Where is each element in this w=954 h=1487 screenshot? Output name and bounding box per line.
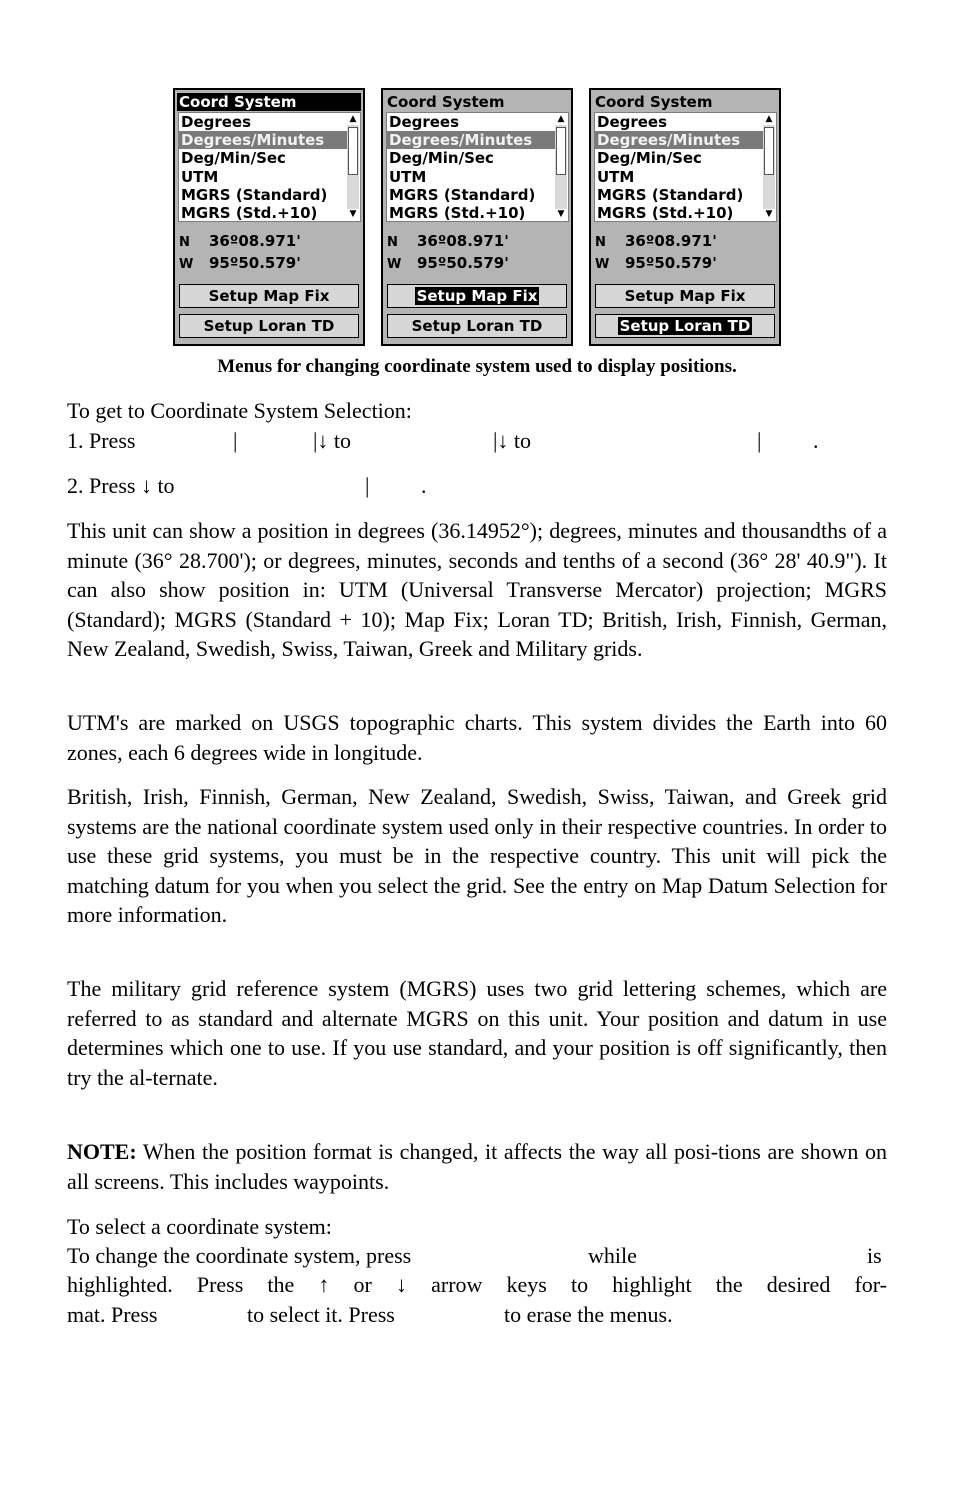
step-2-separator: | <box>365 473 370 498</box>
scroll-up-icon[interactable]: ▲ <box>347 114 359 125</box>
select-line-3 <box>67 1300 887 1330</box>
scrollbar[interactable] <box>347 114 359 220</box>
menu-title: Coord System <box>387 93 505 111</box>
scroll-up-icon[interactable]: ▲ <box>763 114 775 125</box>
steps-intro: To get to Coordinate System Selection: <box>67 398 412 423</box>
select-line-3-part: to erase the menus. <box>504 1302 673 1327</box>
select-line-1-part: is <box>867 1243 882 1268</box>
scrollbar[interactable] <box>763 114 775 220</box>
step-1-end: . <box>813 428 819 453</box>
paragraph-national-grids: British, Irish, Finnish, German, New Zealand, Swedish, Swiss, Taiwan, and Greek grid systems are the national coordinate system used only in their respective countries. In order to use these grid systems, you must be in the respective country. This unit will pick the matching datum for you when you select the grid. See the entry on Map Datum Selection for more information. <box>67 784 887 928</box>
list-item-selected[interactable]: Degrees/Minutes <box>179 131 347 149</box>
scroll-thumb[interactable] <box>556 127 566 175</box>
paragraph-coordinate-formats: This unit can show a position in degrees (36.14952°); degrees, minutes and thousandths of a minute (36° 28.700'); or degrees, minutes, seconds and tenths of a second (36° 28' 40.9"). It can also show position in: UTM (Universal Transverse Mercator) projection; MGRS (Standard); MGRS (Standard + 10); Map Fix; Loran TD; British, Irish, Finnish, German, New Zealand, Swedish, Swiss, Taiwan, Greek and Military grids. <box>67 518 887 662</box>
coord-system-menu-3 <box>589 88 781 346</box>
setup-map-fix-button[interactable]: Setup Map Fix <box>179 284 359 308</box>
select-line-1 <box>67 1241 887 1271</box>
list-item[interactable]: UTM <box>181 167 219 186</box>
scrollbar[interactable] <box>555 114 567 220</box>
step-2 <box>67 471 887 501</box>
figure-caption: Menus for changing coordinate system used to display positions. <box>217 356 737 377</box>
step-1-part: |↓ to <box>313 428 352 453</box>
coord-system-list[interactable] <box>178 112 361 222</box>
list-item-selected[interactable]: Degrees/Minutes <box>387 131 555 149</box>
setup-loran-td-button[interactable]: Setup Loran TD <box>387 314 567 338</box>
list-item[interactable]: Deg/Min/Sec <box>597 149 702 168</box>
step-2-part: 2. Press ↓ to <box>67 473 175 498</box>
list-item[interactable]: Deg/Min/Sec <box>389 149 494 168</box>
coord-system-menu-1 <box>173 88 365 346</box>
longitude-readout: W 95º50.579' <box>595 254 717 272</box>
list-item[interactable]: Degrees <box>597 113 668 131</box>
scroll-down-icon[interactable]: ▼ <box>555 209 567 220</box>
latitude-readout: N 36º08.971' <box>595 232 717 250</box>
step-1-part: |↓ to <box>493 428 532 453</box>
scroll-up-icon[interactable]: ▲ <box>555 114 567 125</box>
coord-system-list[interactable] <box>386 112 569 222</box>
select-line-1-part: while <box>588 1243 637 1268</box>
select-line-3-part: to select it. Press <box>247 1302 395 1327</box>
setup-loran-td-button[interactable]: Setup Loran TD <box>179 314 359 338</box>
scroll-down-icon[interactable]: ▼ <box>763 209 775 220</box>
scroll-down-icon[interactable]: ▼ <box>347 209 359 220</box>
step-1 <box>67 426 887 456</box>
menu-title: Coord System <box>595 93 713 111</box>
list-item[interactable]: UTM <box>389 167 427 186</box>
list-item[interactable]: MGRS (Standard) <box>181 185 328 204</box>
paragraph-note <box>67 1137 887 1196</box>
list-item[interactable]: Degrees <box>181 113 252 131</box>
select-line-2: highlighted. Press the ↑ or ↓ arrow keys to highlight the desired for- <box>67 1272 887 1297</box>
step-1-separator: | <box>233 428 238 453</box>
step-1-separator: | <box>757 428 762 453</box>
list-item-selected[interactable]: Degrees/Minutes <box>595 131 763 149</box>
list-item[interactable]: Deg/Min/Sec <box>181 149 286 168</box>
list-item[interactable]: Degrees <box>389 113 460 131</box>
setup-map-fix-button[interactable]: Setup Map Fix <box>595 284 775 308</box>
longitude-readout: W 95º50.579' <box>179 254 301 272</box>
list-item[interactable]: MGRS (Std.+10) <box>389 203 526 222</box>
latitude-readout: N 36º08.971' <box>387 232 509 250</box>
list-item[interactable]: MGRS (Standard) <box>389 185 536 204</box>
note-text: When the position format is changed, it affects the way all posi-tions are shown on all screens. This includes waypoints. <box>67 1139 887 1194</box>
list-item[interactable]: UTM <box>597 167 635 186</box>
paragraph-mgrs: The military grid reference system (MGRS) uses two grid lettering schemes, which are referred to as standard and alternate MGRS on this unit. Your position and datum in use determines which one to use. If you use standard, and your position is off significantly, then try the al-ternate. <box>67 976 887 1090</box>
latitude-readout: N 36º08.971' <box>179 232 301 250</box>
list-item[interactable]: MGRS (Standard) <box>597 185 744 204</box>
step-2-end: . <box>421 473 427 498</box>
list-item[interactable]: MGRS (Std.+10) <box>597 203 734 222</box>
list-item[interactable]: MGRS (Std.+10) <box>181 203 318 222</box>
setup-loran-td-button[interactable]: Setup Loran TD <box>595 314 775 338</box>
menu-title: Coord System <box>177 93 361 111</box>
setup-map-fix-button[interactable]: Setup Map Fix <box>387 284 567 308</box>
select-intro: To select a coordinate system: <box>67 1214 332 1239</box>
longitude-readout: W 95º50.579' <box>387 254 509 272</box>
scroll-thumb[interactable] <box>764 127 774 175</box>
step-1-part: 1. Press <box>67 428 136 453</box>
select-line-1-part: To change the coordinate system, press <box>67 1243 412 1268</box>
paragraph-utm: UTM's are marked on USGS topographic charts. This system divides the Earth into 60 zones, each 6 degrees wide in longitude. <box>67 710 887 765</box>
select-line-3-part: mat. Press <box>67 1302 158 1327</box>
coord-system-menu-2 <box>381 88 573 346</box>
note-label: NOTE: <box>67 1139 137 1164</box>
scroll-thumb[interactable] <box>348 127 358 175</box>
menu-screenshots <box>173 88 783 348</box>
coord-system-list[interactable] <box>594 112 777 222</box>
